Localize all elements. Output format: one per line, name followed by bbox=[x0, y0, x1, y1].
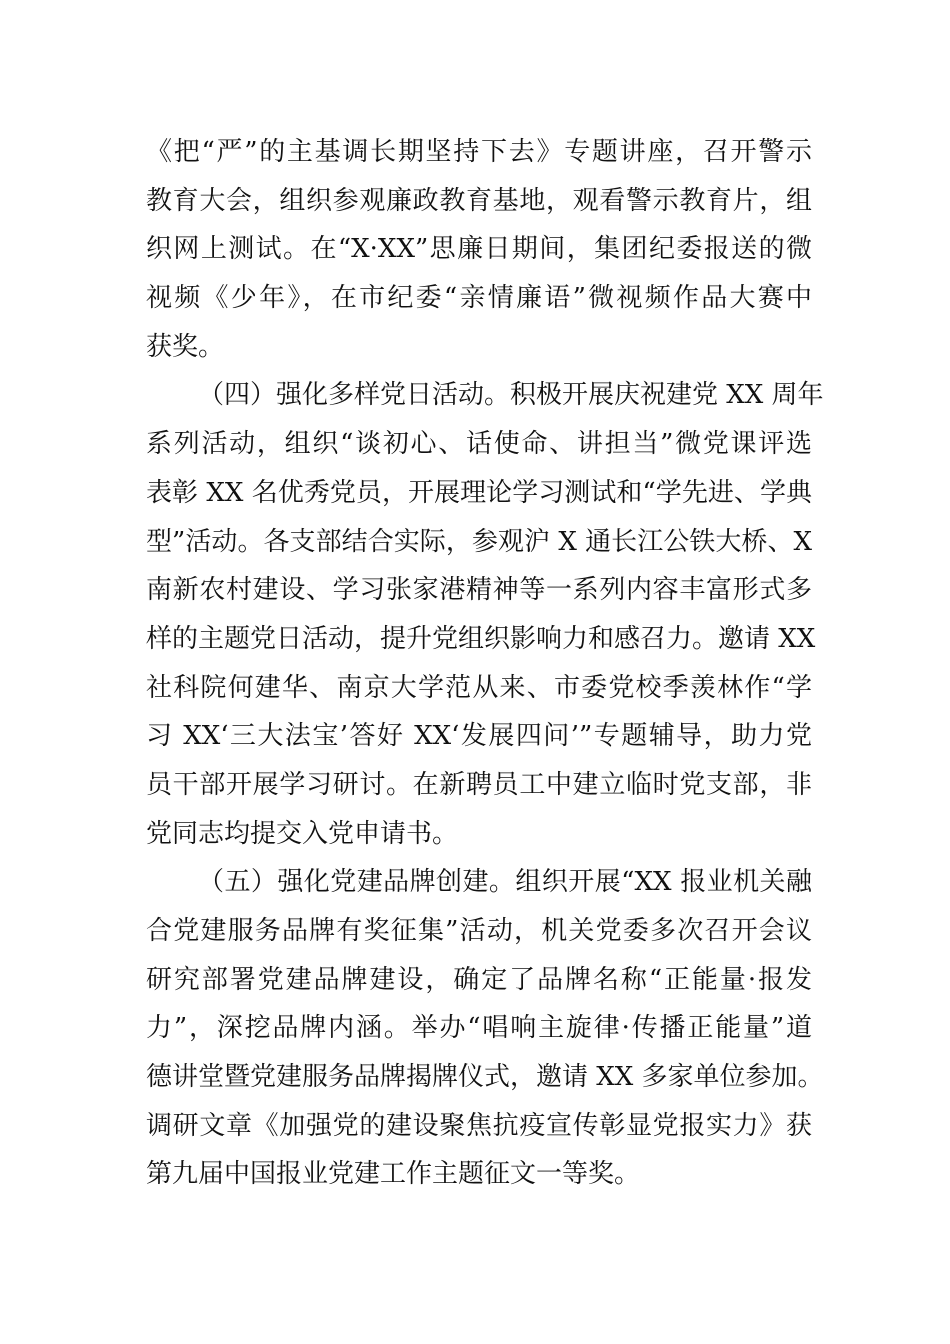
text-line: 第九届中国报业党建工作主题征文一等奖。 bbox=[146, 1159, 641, 1190]
text-line: 《把“严”的主基调长期坚持下去》专题讲座，召开警示 bbox=[146, 137, 812, 167]
text-line: 系列活动，组织“谈初心、话使命、讲担当”微党课评选 bbox=[146, 429, 812, 460]
text-line: 视频《少年》，在市纪委“亲情廉语”微视频作品大赛中 bbox=[146, 283, 812, 314]
text-line: 员干部开展学习研讨。在新聘员工中建立临时党支部，非 bbox=[146, 769, 812, 800]
text-line: 调研文章《加强党的建设聚焦抗疫宣传彰显党报实力》获 bbox=[146, 1110, 812, 1141]
text-line: 南新农村建设、学习张家港精神等一系列内容丰富形式多 bbox=[146, 575, 812, 606]
text-line: 型”活动。各支部结合实际，参观沪 X 通长江公铁大桥、X bbox=[146, 526, 812, 557]
text-line: 社科院何建华、南京大学范从来、市委党校季羡林作“学 bbox=[146, 672, 812, 703]
text-line: 织网上测试。在“X·XX”思廉日期间，集团纪委报送的微 bbox=[146, 234, 812, 265]
body-text bbox=[146, 128, 824, 1199]
text-line: 合党建服务品牌有奖征集”活动，机关党委多次召开会议 bbox=[146, 916, 812, 946]
text-line: 力”，深挖品牌内涵。举办“唱响主旋律·传播正能量”道 bbox=[146, 1013, 812, 1044]
text-line: 表彰 XX 名优秀党员，开展理论学习测试和“学先进、学典 bbox=[146, 477, 812, 508]
text-line: 党同志均提交入党申请书。 bbox=[146, 818, 459, 849]
text-line: 样的主题党日活动，提升党组织影响力和感召力。邀请 XX bbox=[146, 623, 816, 654]
text-line: 德讲堂暨党建服务品牌揭牌仪式，邀请 XX 多家单位参加。 bbox=[146, 1062, 824, 1093]
text-line: 研究部署党建品牌建设，确定了品牌名称“正能量·报发 bbox=[146, 964, 812, 995]
text-line: 获奖。 bbox=[146, 331, 225, 362]
section-heading-line: （四）强化多样党日活动。积极开展庆祝建党 XX 周年 bbox=[198, 380, 824, 411]
section-heading-line: （五）强化党建品牌创建。组织开展“XX 报业机关融 bbox=[198, 867, 812, 898]
text-line: 习 XX‘三大法宝’答好 XX‘发展四问’”专题辅导，助力党 bbox=[146, 721, 812, 752]
text-line: 教育大会，组织参观廉政教育基地，观看警示教育片，组 bbox=[146, 185, 812, 216]
